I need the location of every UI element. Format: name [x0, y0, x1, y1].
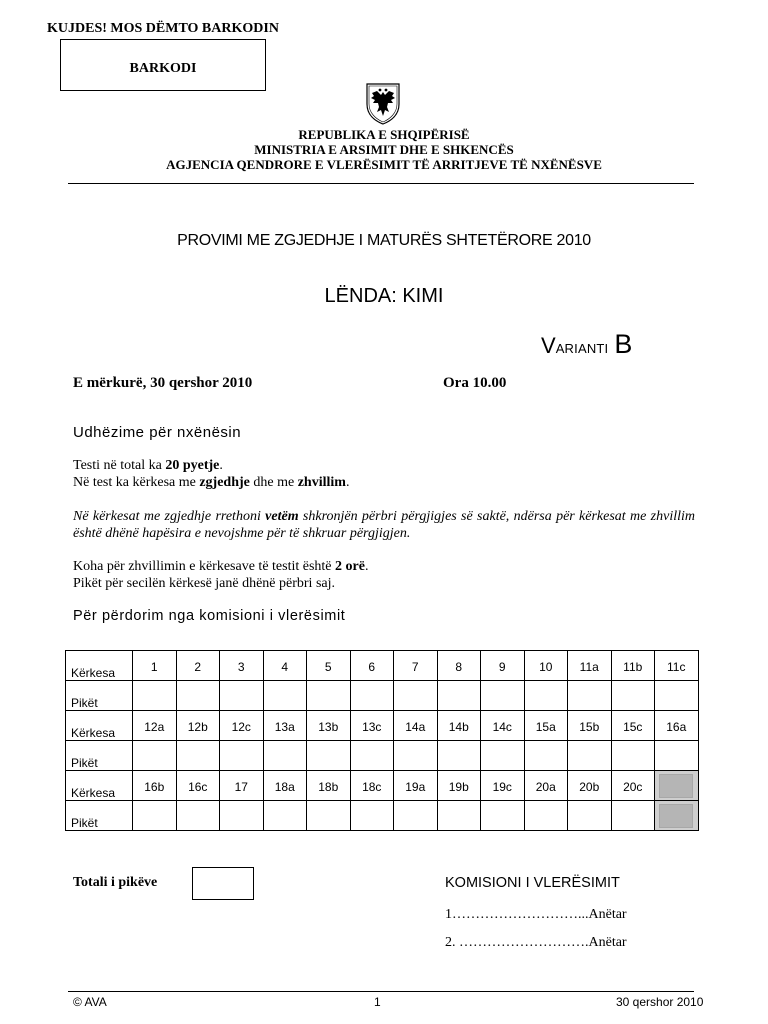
points-cell[interactable] — [176, 681, 220, 711]
text: dhe me — [249, 475, 298, 490]
row-label-request: Kërkesa — [66, 711, 133, 741]
points-cell[interactable] — [350, 801, 394, 831]
question-number-cell: 12b — [176, 711, 220, 741]
points-cell[interactable] — [524, 801, 568, 831]
text: . — [364, 559, 369, 574]
shaded-cell — [655, 771, 699, 801]
question-number-cell: 6 — [350, 651, 394, 681]
table-row-points — [66, 801, 699, 831]
question-number-cell: 11b — [611, 651, 655, 681]
points-cell[interactable] — [437, 681, 481, 711]
table-row-points — [66, 681, 699, 711]
instructions-paragraph-3 — [73, 558, 695, 592]
points-cell[interactable] — [524, 681, 568, 711]
institution-header — [0, 127, 768, 172]
points-cell[interactable] — [307, 801, 351, 831]
question-number-cell: 14a — [394, 711, 438, 741]
question-number-cell: 19a — [394, 771, 438, 801]
page-number: 1 — [374, 995, 381, 1009]
question-number-cell: 15b — [568, 711, 612, 741]
question-number-cell: 7 — [394, 651, 438, 681]
variant-code: B — [614, 329, 633, 359]
points-cell[interactable] — [350, 741, 394, 771]
header-ministry: MINISTRIA E ARSIMIT DHE E SHKENCËS — [254, 142, 514, 157]
emphasis: vetëm — [265, 509, 299, 524]
question-number-cell: 10 — [524, 651, 568, 681]
subject-title: LËNDA: KIMI — [324, 285, 444, 307]
question-number-cell: 16c — [176, 771, 220, 801]
variant-initial: V — [541, 333, 556, 358]
row-label-points: Pikët — [66, 801, 133, 831]
text: Pikët për secilën kërkesë janë dhënë përbri saj. — [73, 576, 336, 591]
table-row-requests — [66, 651, 699, 681]
shaded-block — [659, 774, 693, 798]
points-cell[interactable] — [394, 741, 438, 771]
points-cell[interactable] — [220, 681, 264, 711]
question-number-cell: 18a — [263, 771, 307, 801]
duration: 2 orë — [335, 559, 365, 574]
footer-date: 30 qershor 2010 — [616, 995, 704, 1009]
question-number-cell: 9 — [481, 651, 525, 681]
row-label-points: Pikët — [66, 681, 133, 711]
table-row-requests — [66, 711, 699, 741]
points-cell[interactable] — [655, 681, 699, 711]
exam-title: PROVIMI ME ZGJEDHJE I MATURËS SHTETËRORE 2010 — [177, 232, 591, 249]
points-cell[interactable] — [133, 741, 177, 771]
points-cell[interactable] — [524, 741, 568, 771]
points-cell[interactable] — [394, 801, 438, 831]
question-number-cell: 13a — [263, 711, 307, 741]
points-cell[interactable] — [655, 741, 699, 771]
question-number-cell: 2 — [176, 651, 220, 681]
question-number-cell: 13b — [307, 711, 351, 741]
points-cell[interactable] — [481, 741, 525, 771]
question-number-cell: 14c — [481, 711, 525, 741]
points-cell[interactable] — [568, 681, 612, 711]
text: . — [219, 458, 223, 473]
instructions-heading: Udhëzime për nxënësin — [73, 424, 242, 441]
points-cell[interactable] — [263, 681, 307, 711]
points-cell[interactable] — [611, 681, 655, 711]
total-points-label: Totali i pikëve — [73, 875, 158, 890]
instructions-paragraph-2 — [73, 508, 695, 542]
points-cell[interactable] — [611, 801, 655, 831]
points-cell[interactable] — [176, 741, 220, 771]
question-number-cell: 5 — [307, 651, 351, 681]
text: Në test ka kërkesa me — [73, 475, 200, 490]
table-row-points — [66, 741, 699, 771]
question-number-cell: 18c — [350, 771, 394, 801]
question-number-cell: 19b — [437, 771, 481, 801]
header-agency: AGJENCIA QENDRORE E VLERËSIMIT TË ARRITJEVE TË NXËNËSVE — [166, 157, 602, 172]
points-cell[interactable] — [350, 681, 394, 711]
variant-label — [541, 329, 632, 360]
points-cell[interactable] — [307, 741, 351, 771]
barcode-label: BARKODI — [129, 61, 197, 76]
instructions-paragraph-1 — [73, 457, 695, 491]
question-number-cell: 16a — [655, 711, 699, 741]
text: Në kërkesat me zgjedhje rrethoni — [73, 509, 266, 524]
footer-divider — [68, 991, 694, 992]
points-cell[interactable] — [568, 741, 612, 771]
points-cell[interactable] — [220, 801, 264, 831]
question-number-cell: 12a — [133, 711, 177, 741]
points-cell[interactable] — [437, 801, 481, 831]
points-cell[interactable] — [437, 741, 481, 771]
points-cell[interactable] — [394, 681, 438, 711]
points-cell[interactable] — [263, 801, 307, 831]
points-cell[interactable] — [133, 681, 177, 711]
points-cell[interactable] — [263, 741, 307, 771]
row-label-request: Kërkesa — [66, 771, 133, 801]
points-cell[interactable] — [611, 741, 655, 771]
commission-member-2: 2. ……………………….Anëtar — [445, 935, 627, 950]
question-number-cell: 14b — [437, 711, 481, 741]
text: shkronjën përbri përgjigjes së saktë, ndërsa për kërkesat me zhvillim është dhënë hapësira e nevojshme për të shkruar përgjigjen. — [73, 509, 695, 541]
question-number-cell: 15a — [524, 711, 568, 741]
table-row-requests — [66, 771, 699, 801]
row-label-points: Pikët — [66, 741, 133, 771]
question-number-cell: 20b — [568, 771, 612, 801]
question-number-cell: 19c — [481, 771, 525, 801]
question-number-cell: 1 — [133, 651, 177, 681]
question-number-cell: 11a — [568, 651, 612, 681]
question-number-cell: 11c — [655, 651, 699, 681]
text: Testi në total ka — [73, 458, 166, 473]
question-number-cell: 8 — [437, 651, 481, 681]
question-number-cell: 12c — [220, 711, 264, 741]
emphasis: zgjedhje — [199, 475, 250, 490]
points-cell[interactable] — [568, 801, 612, 831]
barcode-warning: KUJDES! MOS DËMTO BARKODIN — [47, 21, 279, 36]
header-republic: REPUBLIKA E SHQIPËRISË — [298, 127, 470, 142]
barcode-box — [60, 39, 266, 91]
points-cell[interactable] — [133, 801, 177, 831]
question-number-cell: 17 — [220, 771, 264, 801]
question-number-cell: 3 — [220, 651, 264, 681]
text: . — [345, 475, 350, 490]
question-number-cell: 20a — [524, 771, 568, 801]
question-number-cell: 16b — [133, 771, 177, 801]
question-count: 20 pyetje — [165, 458, 220, 473]
exam-time: Ora 10.00 — [443, 375, 507, 391]
points-cell[interactable] — [176, 801, 220, 831]
shaded-cell — [655, 801, 699, 831]
footer-copyright: © AVA — [73, 995, 107, 1009]
committee-use-heading: Për përdorim nga komisioni i vlerësimit — [73, 608, 346, 624]
question-number-cell: 15c — [611, 711, 655, 741]
points-cell[interactable] — [220, 741, 264, 771]
points-cell[interactable] — [481, 801, 525, 831]
question-number-cell: 18b — [307, 771, 351, 801]
text: Koha për zhvillimin e kërkesave të testit është — [73, 559, 336, 574]
points-cell[interactable] — [481, 681, 525, 711]
question-number-cell: 4 — [263, 651, 307, 681]
points-cell[interactable] — [307, 681, 351, 711]
emphasis: zhvillim — [297, 475, 346, 490]
variant-word: ARIANTI — [555, 341, 609, 356]
question-number-cell: 13c — [350, 711, 394, 741]
total-points-box[interactable] — [192, 867, 254, 900]
shaded-block — [659, 804, 693, 828]
commission-member-1: 1………………………...Anëtar — [445, 907, 627, 922]
albanian-eagle-emblem-icon — [360, 80, 406, 126]
row-label-request: Kërkesa — [66, 651, 133, 681]
commission-heading: KOMISIONI I VLERËSIMIT — [445, 875, 620, 891]
header-divider — [68, 183, 694, 184]
score-table — [65, 650, 699, 831]
exam-date: E mërkurë, 30 qershor 2010 — [73, 375, 253, 391]
question-number-cell: 20c — [611, 771, 655, 801]
